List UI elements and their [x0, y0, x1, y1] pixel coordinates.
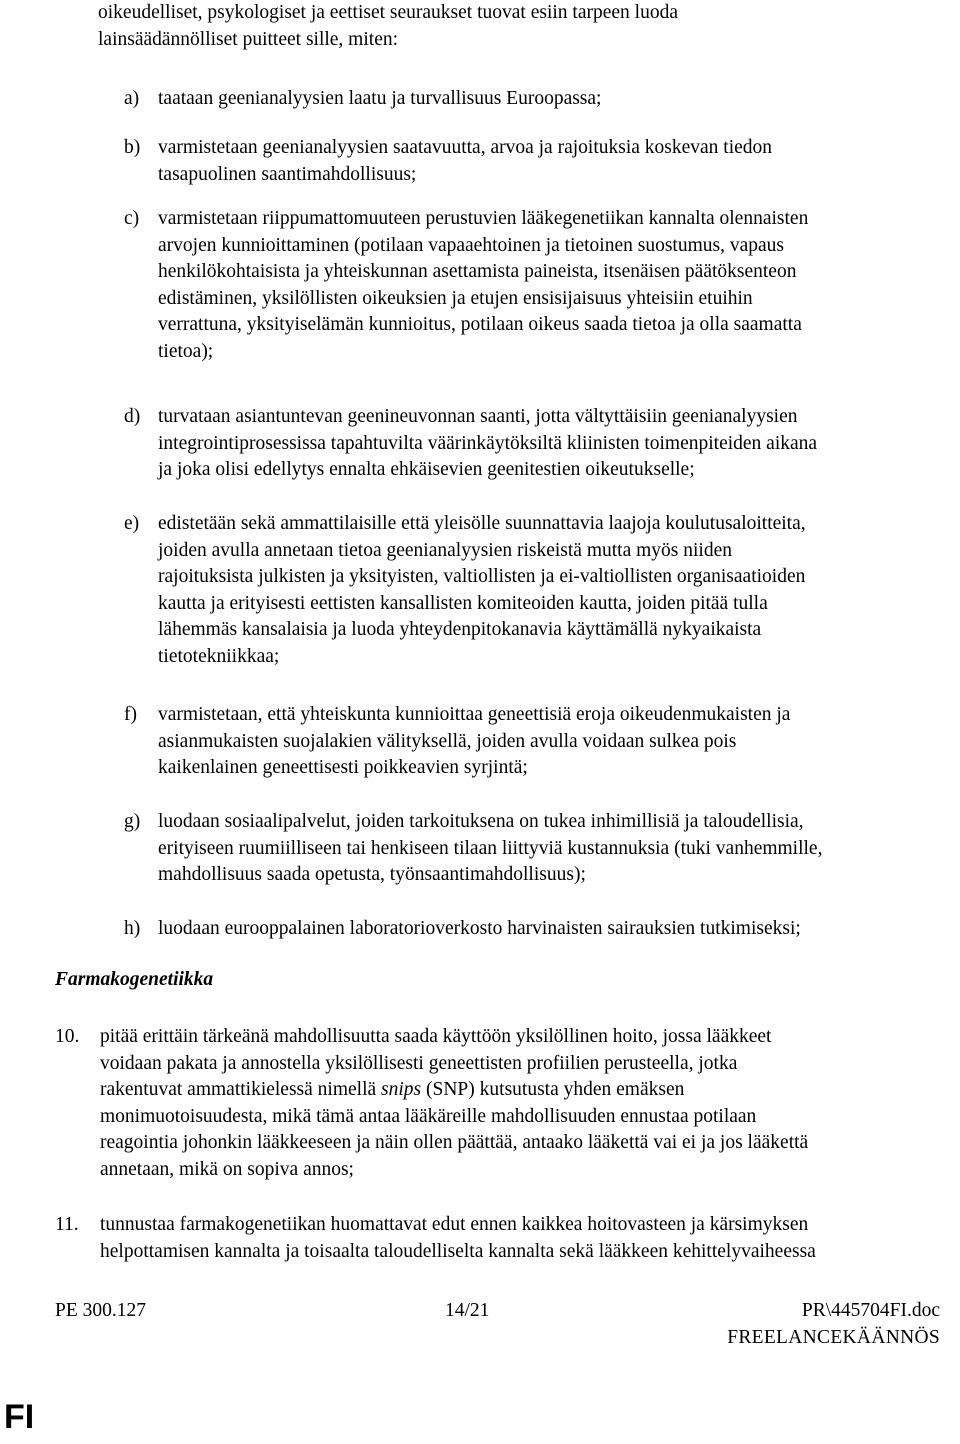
list-text: taataan geenianalyysien laatu ja turvallisuus Euroopassa; — [158, 88, 602, 109]
section-heading: Farmakogenetiikka — [55, 969, 214, 990]
list-text: edistetään sekä ammattilaisille että yleisölle suunnattavia laajoja koulutusaloitteita, joiden avulla annetaan tietoa geenianalyysien riskeistä mutta myös niiden rajoituksista julkisten ja yksityisten, valtiollisten ja ei-valtiollisten organisaatioiden kautta ja erityisesti eettisten kansallisten komiteoiden kautta, joiden pitää tulla lähemmäs kansalaisia ja luoda yhteydenpitokanavia käyttämällä nykyaikaista tietotekniikkaa; — [158, 513, 806, 667]
footer-translation-note: FREELANCEKÄÄNNÖS — [727, 1327, 940, 1348]
footer-file-name: PR\445704FI.doc — [801, 1300, 940, 1321]
language-code: FI — [4, 1398, 35, 1436]
item-text: tunnustaa farmakogenetiikan huomattavat edut ennen kaikkea hoitovasteen ja kärsimyksen helpottamisen kannalta ja toisaalta taloudelliselta kannalta sekä lääkkeen kehittelyvaiheessa — [100, 1214, 816, 1262]
numbered-item-10 — [55, 1024, 960, 1183]
list-letter: d) — [124, 406, 141, 427]
list-item-a — [124, 86, 954, 113]
list-text: varmistetaan riippumattomuuteen perustuvien lääkegenetiikan kannalta olennaisten arvojen kunnioittaminen (potilaan vapaaehtoinen ja tietoinen suostumus, vapaus henkilökohtaisista ja yhteiskunnan asettamista paineista, itsenäisen päätöksenteon edistäminen, yksilöllisten oikeuksien ja etujen ensisijaisuus yhteisiin etuihin verrattuna, yksityiselämän kunnioitus, potilaan oikeus saada tietoa ja olla saamatta tietoa); — [158, 208, 809, 362]
numbered-item-11 — [55, 1212, 960, 1265]
list-text: varmistetaan geenianalyysien saatavuutta, arvoa ja rajoituksia koskevan tiedon tasapuolinen saantimahdollisuus; — [158, 137, 773, 185]
list-text: luodaan sosiaalipalvelut, joiden tarkoituksena on tukea inhimillisiä ja taloudellisia, erityiseen ruumiilliseen tai henkiseen tilaan liittyviä kustannuksia (tuki vanhemmille, mahdollisuus saada opetusta, työnsaantimahdollisuus); — [158, 811, 823, 885]
item-text-italic: snips — [381, 1079, 422, 1100]
list-text: varmistetaan, että yhteiskunta kunnioittaa geneettisiä eroja oikeudenmukaisten ja asianmukaisten suojalakien välityksellä, joiden avulla voidaan sulkea pois kaikenlainen geneettisesti poikkeavien syrjintä; — [158, 704, 791, 778]
list-item-h — [124, 916, 954, 943]
list-item-g — [124, 809, 954, 889]
list-item-e — [124, 511, 954, 670]
list-item-d — [124, 404, 954, 484]
list-letter: b) — [124, 137, 141, 158]
list-letter: f) — [124, 704, 137, 725]
item-text-before: pitää erittäin tärkeänä mahdollisuutta saada käyttöön yksilöllinen hoito, jossa lääkkeet voidaan pakata ja annostella yksilöllisesti geneettisten profiilien perusteella, jotka rakentuvat ammattikielessä nimellä — [100, 1026, 772, 1100]
list-text: turvataan asiantuntevan geenineuvonnan saanti, jotta vältyttäisiin geenianalyysien integrointiprosessissa tapahtuvilta väärinkäytöksiltä kliinisten toimenpiteiden aikana ja joka olisi edellytys ennalta ehkäisevien geenitestien oikeutukselle; — [158, 406, 818, 480]
list-letter: c) — [124, 208, 140, 229]
list-letter: h) — [124, 918, 141, 939]
intro-paragraph: oikeudelliset, psykologiset ja eettiset seuraukset tuovat esiin tarpeen luoda lainsäädännölliset puitteet sille, miten: — [98, 2, 678, 50]
list-item-f — [124, 702, 954, 782]
list-letter: g) — [124, 811, 141, 832]
item-text-after: (SNP) kutsutusta yhden emäksen monimuotoisuudesta, mikä tämä antaa lääkäreille mahdollisuuden ennustaa potilaan reagointia johonkin lääkkeeseen ja näin ollen päättää, antaako lääkettä vai ei ja jos lääkettä annetaan, mikä on sopiva annos; — [100, 1079, 809, 1180]
list-letter: a) — [124, 88, 140, 109]
item-text — [100, 1024, 960, 1183]
item-number: 11. — [55, 1214, 79, 1235]
footer-page-number: 14/21 — [445, 1300, 490, 1321]
list-item-b — [124, 135, 954, 188]
list-letter: e) — [124, 513, 140, 534]
list-item-c — [124, 206, 954, 365]
item-number: 10. — [55, 1026, 80, 1047]
list-text: luodaan eurooppalainen laboratorioverkosto harvinaisten sairauksien tutkimiseksi; — [158, 918, 801, 939]
footer-document-ref: PE 300.127 — [55, 1300, 147, 1321]
